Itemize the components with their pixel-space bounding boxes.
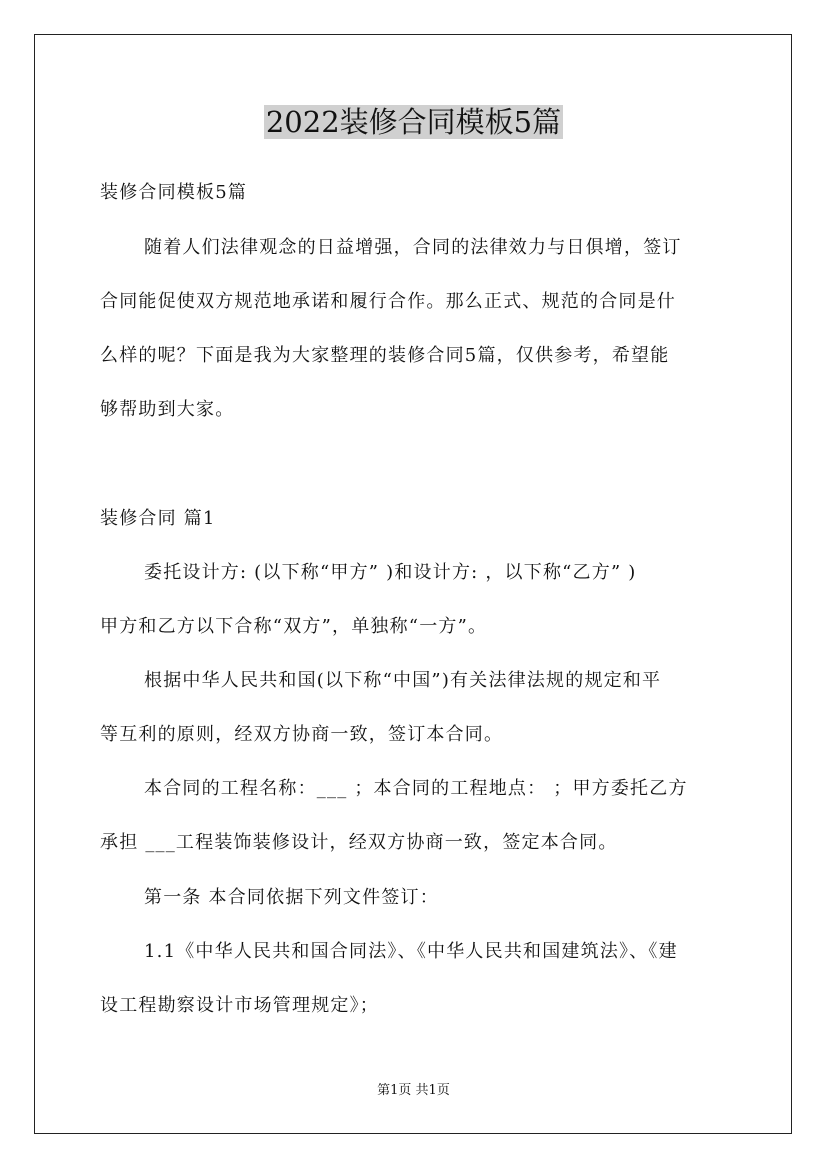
- paragraph-line: 合同能促使双方规范地承诺和履行合作。那么正式、规范的合同是什: [100, 291, 676, 312]
- subtitle-line: 装修合同模板5篇: [100, 182, 248, 203]
- paragraph-line: 设工程勘察设计市场管理规定》；: [100, 995, 379, 1016]
- paragraph-line: 承担 ___工程装饰装修设计，经双方协商一致，签定本合同。: [100, 832, 618, 853]
- paragraph-line: 随着人们法律观念的日益增强，合同的法律效力与日俱增，签订: [144, 237, 682, 258]
- page-footer: 第1页 共1页: [377, 1083, 450, 1098]
- document-title-text: 2022装修合同模板5篇: [265, 105, 562, 139]
- paragraph-line: 等互利的原则，经双方协商一致，签订本合同。: [100, 724, 504, 745]
- article-heading: 第一条 本合同依据下列文件签订：: [144, 887, 439, 908]
- paragraph-line: 够帮助到大家。: [100, 399, 235, 420]
- paragraph-line: 么样的呢？下面是我为大家整理的装修合同5篇，仅供参考，希望能: [100, 345, 670, 366]
- paragraph-line: 根据中华人民共和国(以下称“中国”)有关法律法规的规定和平: [144, 670, 662, 691]
- paragraph-line: 委托设计方: (以下称“甲方” )和设计方: ，以下称“乙方” ): [144, 562, 637, 583]
- paragraph-line: 甲方和乙方以下合称“双方”，单独称“一方”。: [100, 616, 488, 637]
- paragraph-line: 本合同的工程名称：___ ；本合同的工程地点： ；甲方委托乙方: [144, 778, 688, 799]
- paragraph-line: 1.1《中华人民共和国合同法》、《中华人民共和国建筑法》、《建: [144, 941, 678, 962]
- section-heading: 装修合同 篇1: [100, 508, 216, 529]
- document-title: [0, 100, 827, 144]
